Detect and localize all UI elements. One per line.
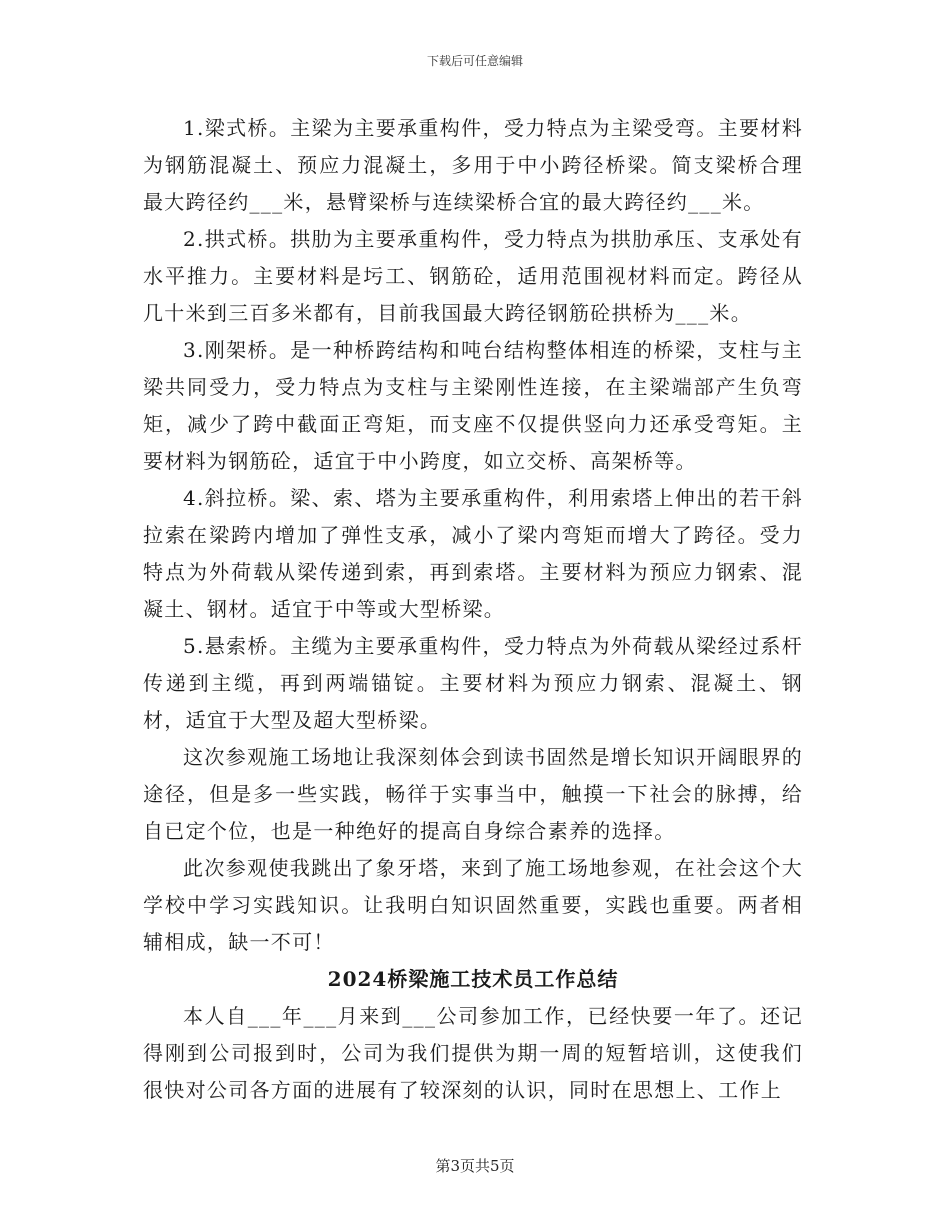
paragraph-suspension-bridge: 5.悬索桥。主缆为主要承重构件，受力特点为外荷载从梁经过系杆传递到主缆，再到两端锚锭。主要材料为预应力钢索、混凝土、钢材，适宜于大型及超大型桥梁。: [143, 634, 803, 732]
paragraph-arch-bridge: 2.拱式桥。拱肋为主要承重构件，受力特点为拱肋承压、支承处有水平推力。主要材料是圬工、钢筋砼，适用范围视材料而定。跨径从几十米到三百多米都有，目前我国最大跨径钢筋砼拱桥为___米。: [143, 227, 803, 325]
paragraph-cable-stayed-bridge: 4.斜拉桥。梁、索、塔为主要承重构件，利用索塔上伸出的若干斜拉索在梁跨内增加了弹性支承，减小了梁内弯矩而增大了跨径。受力特点为外荷载从梁传递到索，再到索塔。主要材料为预应力钢索、混凝土、钢材。适宜于中等或大型桥梁。: [143, 486, 803, 621]
paragraph-beam-bridge: 1.梁式桥。主梁为主要承重构件，受力特点为主梁受弯。主要材料为钢筋混凝土、预应力混凝土，多用于中小跨径桥梁。简支梁桥合理最大跨径约___米，悬臂梁桥与连续梁桥合宜的最大跨径约___米。: [143, 116, 803, 214]
page-footer: 第3页共5页: [435, 1157, 515, 1175]
document-body: [143, 110, 803, 1109]
paragraph-rigid-frame-bridge: 3.刚架桥。是一种桥跨结构和吨台结构整体相连的桥梁，支柱与主梁共同受力，受力特点为支柱与主梁刚性连接，在主梁端部产生负弯矩，减少了跨中截面正弯矩，而支座不仅提供竖向力还承受弯矩。主要材料为钢筋砼，适宜于中小跨度，如立交桥、高架桥等。: [143, 338, 803, 473]
paragraph-summary-intro: 本人自___年___月来到___公司参加工作，已经快要一年了。还记得刚到公司报到时，公司为我们提供为期一周的短暂培训，这使我们很快对公司各方面的进展有了较深刻的认识，同时在思想上、工作上: [143, 1004, 803, 1102]
page-header: 下载后可任意编辑: [426, 54, 523, 68]
section-title: 2024桥梁施工技术员工作总结: [327, 967, 619, 991]
paragraph-conclusion: 此次参观使我跳出了象牙塔，来到了施工场地参观，在社会这个大学校中学习实践知识。让我明白知识固然重要，实践也重要。两者相辅相成，缺一不可！: [143, 856, 803, 954]
paragraph-reflection: 这次参观施工场地让我深刻体会到读书固然是增长知识开阔眼界的途径，但是多一些实践，畅徉于实事当中，触摸一下社会的脉搏，给自已定个位，也是一种绝好的提高自身综合素养的选择。: [143, 745, 803, 843]
